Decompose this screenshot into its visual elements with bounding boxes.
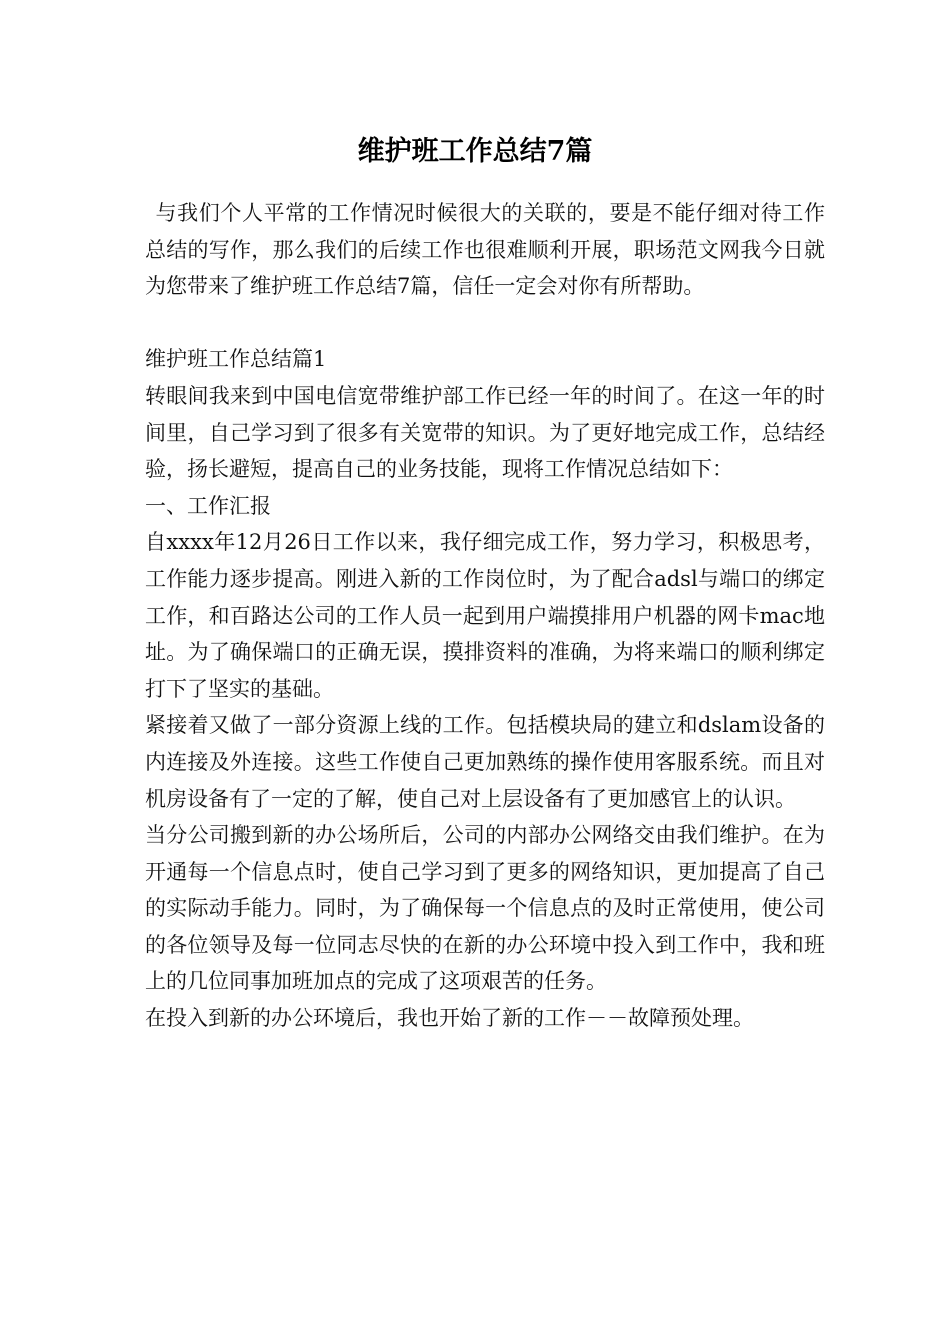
body-paragraph: 当分公司搬到新的办公场所后，公司的内部办公网络交由我们维护。在为开通每一个信息点时，使自己学习到了更多的网络知识，更加提高了自己的实际动手能力。同时，为了确保每一个信息点的及时正常使用，使公司的各位领导及每一位同志尽快的在新的办公环境中投入到工作中，我和班上的几位同事加班加点的完成了这项艰苦的任务。 [145,823,825,994]
paragraph-spacer [145,305,825,342]
subsection-heading: 一、工作汇报 [145,493,271,518]
body-paragraph: 紧接着又做了一部分资源上线的工作。包括模块局的建立和dslam设备的内连接及外连接。这些工作使自己更加熟练的操作使用客服系统。而且对机房设备有了一定的了解，使自己对上层设备有了更加感官上的认识。 [145,713,825,811]
body-paragraph: 转眼间我来到中国电信宽带维护部工作已经一年的时间了。在这一年的时间里，自己学习到了很多有关宽带的知识。为了更好地完成工作，总结经验，扬长避短，提高自己的业务技能，现将工作情况总结如下： [145,383,825,482]
intro-paragraph: 与我们个人平常的工作情况时候很大的关联的，要是不能仔细对待工作总结的写作，那么我们的后续工作也很难顺利开展，职场范文网我今日就为您带来了维护班工作总结7篇，信任一定会对你有所帮助。 [145,201,825,299]
document-title: 维护班工作总结7篇 [357,136,593,167]
body-paragraph: 自xxxx年12月26日工作以来，我仔细完成工作，努力学习，积极思考，工作能力逐步提高。刚进入新的工作岗位时，为了配合adsl与端口的绑定工作，和百路达公司的工作人员一起到用户端摸排用户机器的网卡mac地址。为了确保端口的正确无误，摸排资料的准确，为将来端口的顺利绑定打下了坚实的基础。 [145,530,825,701]
section-heading: 维护班工作总结篇1 [145,347,327,372]
body-paragraph: 在投入到新的办公环境后，我也开始了新的工作－－故障预处理。 [145,1006,754,1031]
document-body [145,195,825,1037]
